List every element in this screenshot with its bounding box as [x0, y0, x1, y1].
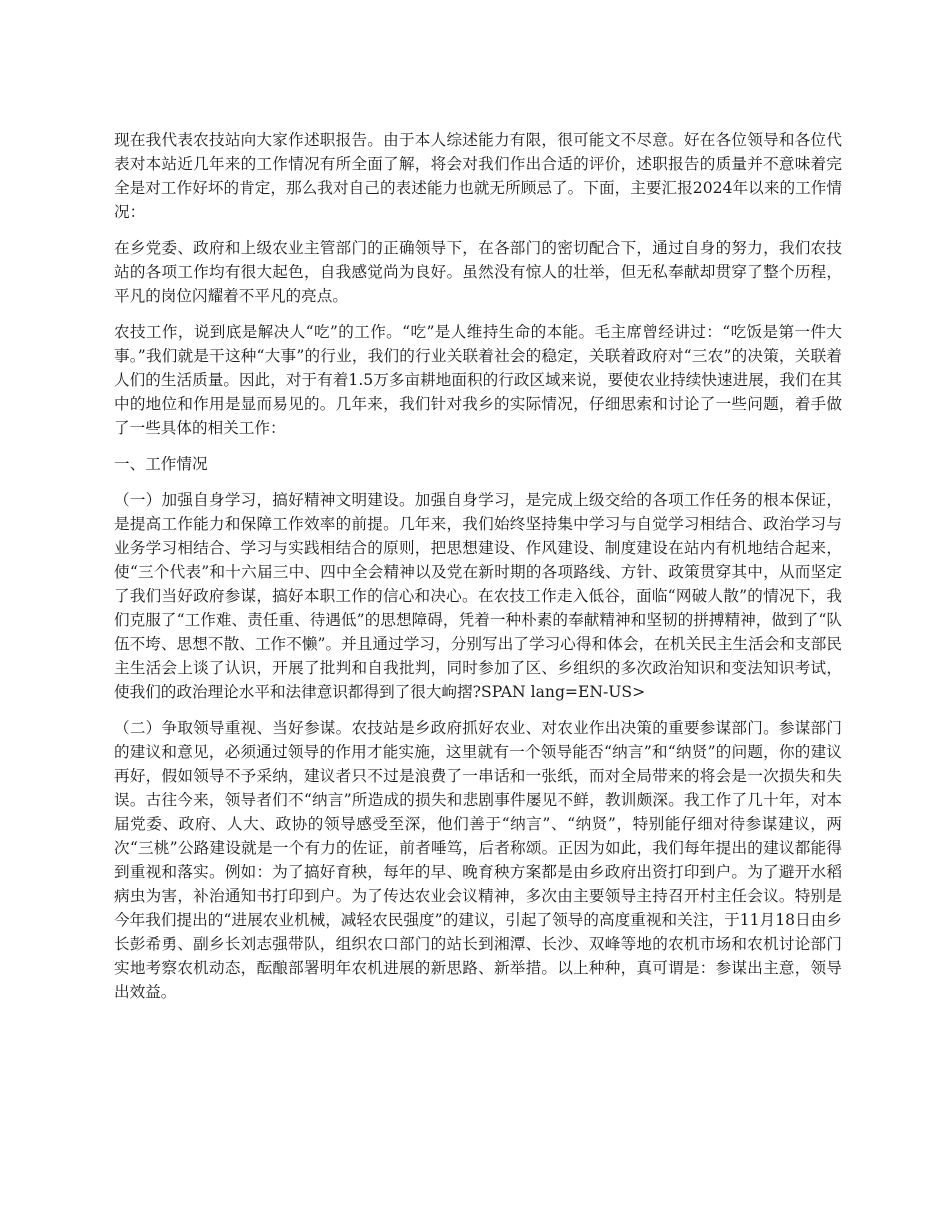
context-paragraph: 农技工作，说到底是解决人“吃”的工作。“吃”是人维持生命的本能。毛主席曾经讲过：“吃饭是第一件大事。”我们就是干这种“大事”的行业，我们的行业关联着社会的稳定，关联着政府对“三农”的决策，关联着人们的生活质量。因此，对于有着1.5万多亩耕地面积的行政区域来说，要使农业持续快速进展，我们在其中的地位和作用是显而易见的。几年来，我们针对我乡的实际情况，仔细思索和讨论了一些问题，着手做了一些具体的相关工作：	[114, 323, 842, 437]
section-paragraph-2: （二）争取领导重视、当好参谋。农技站是乡政府抓好农业、对农业作出决策的重要参谋部门。参谋部门的建议和意见，必须通过领导的作用才能实施，这里就有一个领导能否“纳言”和“纳贤”的问题，你的建议再好，假如领导不予采纳，建议者只不过是浪费了一串话和一张纸，而对全局带来的将会是一次损失和失误。古往今来，领导者们不“纳言”所造成的损失和悲剧事件屡见不鲜，教训颇深。我工作了几十年，对本届党委、政府、人大、政协的领导感受至深，他们善于“纳言”、“纳贤”，特别能仔细对待参谋建议，两次“三桃”公路建设就是一个有力的佐证，前者唾笃，后者称颂。正因为如此，我们每年提出的建议都能得到重视和落实。例如：为了搞好育秧，每年的早、晚育秧方案都是由乡政府出资打印到户。为了避开水稻病虫为害，补治通知书打印到户。为了传达农业会议精神，多次由主要领导主持召开村主任会议。特别是今年我们提出的“进展农业机械，减轻农民强度”的建议，引起了领导的高度重视和关注，于11月18日由乡长彭希勇、副乡长刘志强带队，组织农口部门的站长到湘潭、长沙、双峰等地的农机市场和农机讨论部门实地考察农机动态，酝酿部署明年农机进展的新思路、新举措。以上种种，真可谓是：参谋出主意，领导出效益。	[114, 719, 842, 1001]
section-paragraph-1: （一）加强自身学习，搞好精神文明建设。加强自身学习，是完成上级交给的各项工作任务的根本保证，是提高工作能力和保障工作效率的前提。几年来，我们始终坚持集中学习与自觉学习相结合、政治学习与业务学习相结合、学习与实践相结合的原则，把思想建设、作风建设、制度建设在站内有机地结合起来，使“三个代表”和十六届三中、四中全会精神以及党在新时期的各项路线、方针、政策贯穿其中，从而坚定了我们当好政府参谋，搞好本职工作的信心和决心。在农技工作走入低谷，面临“网破人散”的情况下，我们克服了“工作难、责任重、待遇低”的思想障碍，凭着一种朴素的奉献精神和坚韧的拼搏精神，做到了“队伍不垮、思想不散、工作不懒”。并且通过学习，分别写出了学习心得和体会，在机关民主生活会和支部民主生活会上谈了认识，开展了批判和自我批判，同时参加了区、乡组织的多次政治知识和变法知识考试，使我们的政治理论水平和法律意识都得到了很大岣摺?SPAN lang=EN-US>	[114, 491, 842, 701]
summary-paragraph: 在乡党委、政府和上级农业主管部门的正确领导下，在各部门的密切配合下，通过自身的努力，我们农技站的各项工作均有很大起色，自我感觉尚为良好。虽然没有惊人的壮举，但无私奉献却贯穿了整个历程，平凡的岗位闪耀着不平凡的亮点。	[114, 239, 842, 305]
document-page	[114, 128, 842, 1016]
section-heading: 一、工作情况	[114, 455, 208, 473]
intro-paragraph: 现在我代表农技站向大家作述职报告。由于本人综述能力有限，很可能文不尽意。好在各位领导和各位代表对本站近几年来的工作情况有所全面了解，将会对我们作出合适的评价，述职报告的质量并不意味着完全是对工作好坏的肯定，那么我对自己的表述能力也就无所顾忌了。下面，主要汇报2024年以来的工作情况：	[114, 131, 842, 221]
